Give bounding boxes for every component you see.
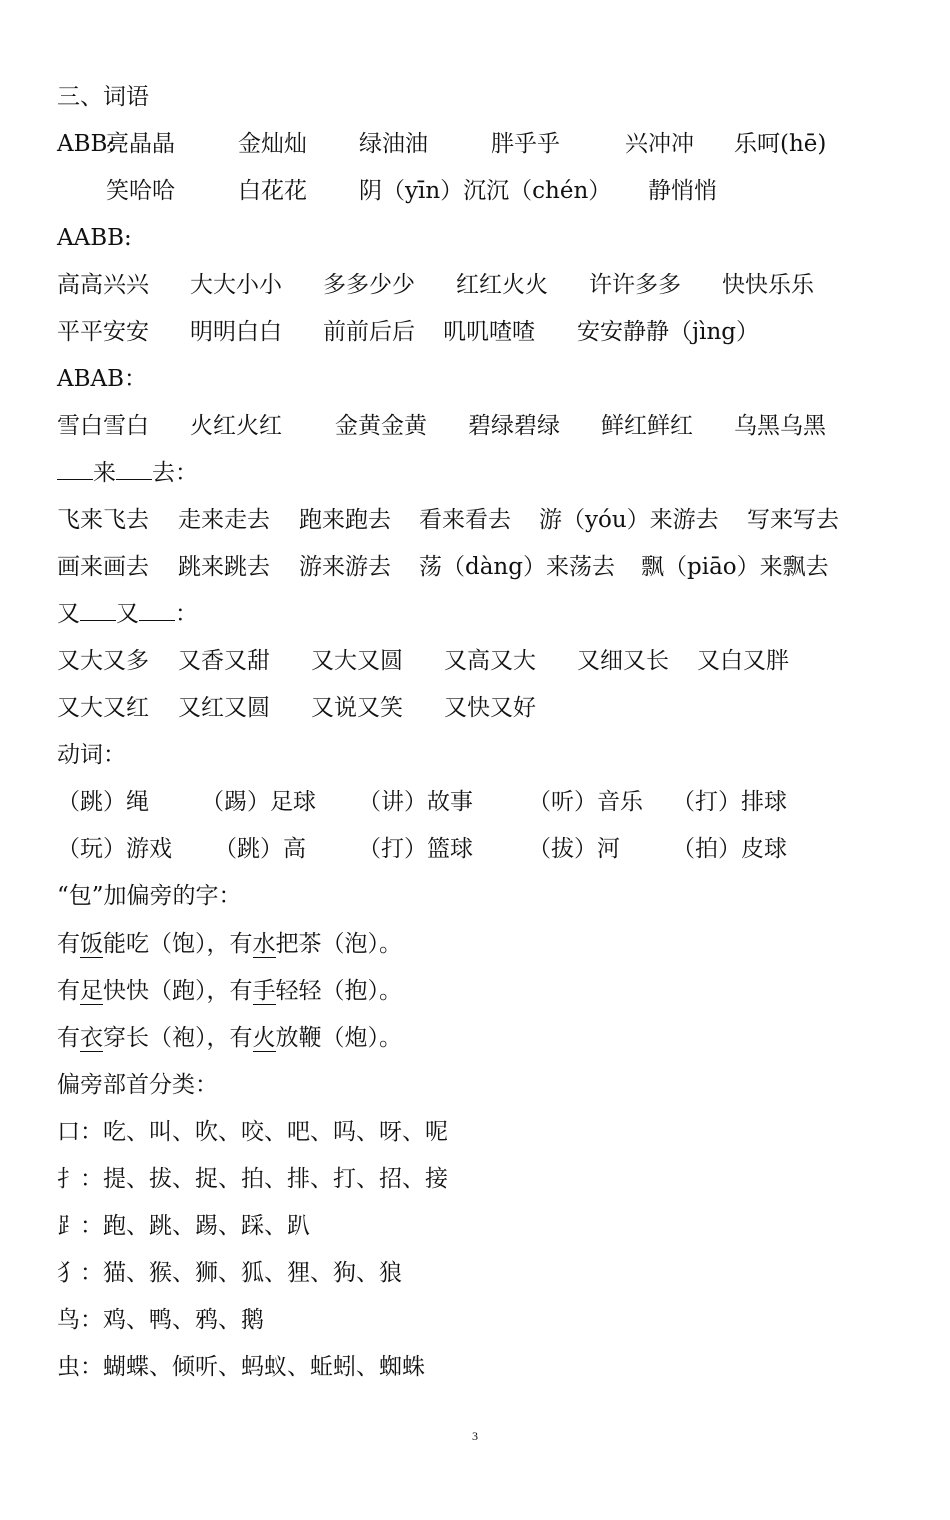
blank-line — [139, 596, 175, 621]
laiqu-label-a: 来 — [93, 460, 116, 486]
word-item: 静悄悄 — [648, 178, 717, 204]
word-item: 高高兴兴 — [57, 272, 149, 298]
word-item: 笑哈哈 — [106, 178, 175, 204]
word-item: 平平安安 — [57, 319, 149, 345]
bao-text: 把茶（泡）。 — [275, 931, 402, 957]
you-label-b: 又 — [116, 601, 139, 627]
you-label-c: ： — [175, 601, 198, 627]
abb-label: ABB: — [57, 131, 116, 157]
word-item: （听）音乐 — [528, 789, 643, 815]
bao-text: 有 — [57, 931, 80, 957]
underlined-char: 水 — [252, 931, 276, 957]
word-item: （拍）皮球 — [672, 836, 787, 862]
word-item: 亮晶晶 — [106, 131, 175, 157]
word-item: 绿油油 — [359, 131, 428, 157]
word-item: 又大又多 — [57, 648, 149, 674]
word-item: 又说又笑 — [311, 695, 403, 721]
word-item: （拔）河 — [528, 836, 620, 862]
you-label-a: 又 — [57, 601, 80, 627]
bao-label: “包”加偏旁的字： — [57, 883, 242, 909]
laiqu-label-b: 去： — [152, 460, 198, 486]
word-item: 乐呵(hē) — [734, 131, 827, 157]
word-item: 多多少少 — [323, 272, 415, 298]
word-item: 快快乐乐 — [722, 272, 814, 298]
word-item: 前前后后 — [323, 319, 415, 345]
abab-label: ABAB： — [57, 366, 148, 392]
word-item: 游（yóu）来游去 — [539, 507, 719, 533]
word-item: 又香又甜 — [178, 648, 270, 674]
bao-sentence — [57, 971, 402, 1011]
word-item: 荡（dàng）来荡去 — [419, 554, 615, 580]
underlined-char: 火 — [252, 1025, 276, 1051]
word-item: 跑来跑去 — [299, 507, 391, 533]
radical-group: 口：吃、叫、吹、咬、吧、吗、呀、呢 — [57, 1119, 448, 1145]
underlined-char: 饭 — [80, 931, 103, 957]
you-pattern — [57, 594, 198, 634]
blank-line — [116, 455, 152, 480]
word-item: 又高又大 — [444, 648, 536, 674]
blank-line — [57, 455, 93, 480]
word-item: （打）篮球 — [358, 836, 473, 862]
radical-group: 扌：提、拔、捉、拍、排、打、招、接 — [57, 1166, 448, 1192]
word-item: 写来写去 — [747, 507, 839, 533]
word-item: 乌黑乌黑 — [734, 413, 826, 439]
word-item: 又快又好 — [444, 695, 536, 721]
word-item: 又白又胖 — [697, 648, 789, 674]
aabb-label: AABB: — [57, 225, 132, 251]
word-item: （打）排球 — [672, 789, 787, 815]
word-item: （踢）足球 — [201, 789, 316, 815]
word-item: 看来看去 — [419, 507, 511, 533]
word-item: 又红又圆 — [178, 695, 270, 721]
word-item: 游来游去 — [299, 554, 391, 580]
laiqu-pattern — [57, 453, 198, 493]
word-item: 飞来飞去 — [57, 507, 149, 533]
word-item: （讲）故事 — [358, 789, 473, 815]
word-item: 金黄金黄 — [335, 413, 427, 439]
radical-group: 虫：蝴蝶、倾听、蚂蚁、蚯蚓、蜘蛛 — [57, 1354, 425, 1380]
word-item: 碧绿碧绿 — [468, 413, 560, 439]
word-item: 叽叽喳喳 — [443, 319, 535, 345]
word-item: 飘（piāo）来飘去 — [641, 554, 829, 580]
radicals-label: 偏旁部首分类： — [57, 1072, 218, 1098]
underlined-char: 衣 — [80, 1025, 103, 1051]
bao-text: 轻轻（抱）。 — [275, 978, 402, 1004]
word-item: 红红火火 — [456, 272, 548, 298]
bao-text: 能吃（饱），有 — [103, 931, 253, 957]
word-item: 安安静静（jìng） — [577, 319, 760, 345]
blank-line — [80, 596, 116, 621]
word-item: 白花花 — [238, 178, 307, 204]
radical-group: ⻊：跑、跳、踢、踩、趴 — [57, 1213, 310, 1239]
radical-group: 犭：猫、猴、狮、狐、狸、狗、狼 — [57, 1260, 402, 1286]
word-item: 火红火红 — [190, 413, 282, 439]
verbs-label: 动词： — [57, 742, 126, 768]
word-item: （跳）高 — [214, 836, 306, 862]
bao-text: 放鞭（炮）。 — [275, 1025, 402, 1051]
bao-text: 有 — [57, 1025, 80, 1051]
word-item: 画来画去 — [57, 554, 149, 580]
word-item: （跳）绳 — [57, 789, 149, 815]
word-item: 又细又长 — [577, 648, 669, 674]
bao-sentence — [57, 1018, 402, 1058]
bao-text: 有 — [57, 978, 80, 1004]
underlined-char: 足 — [80, 978, 103, 1004]
page-number: 3 — [472, 1429, 478, 1443]
word-item: 兴冲冲 — [625, 131, 694, 157]
word-item: 大大小小 — [190, 272, 282, 298]
word-item: 又大又圆 — [311, 648, 403, 674]
bao-text: 穿长（袍），有 — [103, 1025, 253, 1051]
word-item: 明明白白 — [190, 319, 282, 345]
radical-group: 鸟：鸡、鸭、鸦、鹅 — [57, 1307, 264, 1333]
bao-sentence — [57, 924, 402, 964]
word-item: 雪白雪白 — [57, 413, 149, 439]
word-item: （玩）游戏 — [57, 836, 172, 862]
word-item: 鲜红鲜红 — [601, 413, 693, 439]
bao-text: 快快（跑），有 — [103, 978, 253, 1004]
word-item: 走来走去 — [178, 507, 270, 533]
word-item: 又大又红 — [57, 695, 149, 721]
section-heading: 三、词语 — [57, 84, 149, 110]
word-item: 阴（yīn）沉沉（chén） — [359, 178, 612, 204]
word-item: 胖乎乎 — [491, 131, 560, 157]
word-item: 跳来跳去 — [178, 554, 270, 580]
word-item: 金灿灿 — [238, 131, 307, 157]
word-item: 许许多多 — [589, 272, 681, 298]
underlined-char: 手 — [252, 978, 276, 1004]
